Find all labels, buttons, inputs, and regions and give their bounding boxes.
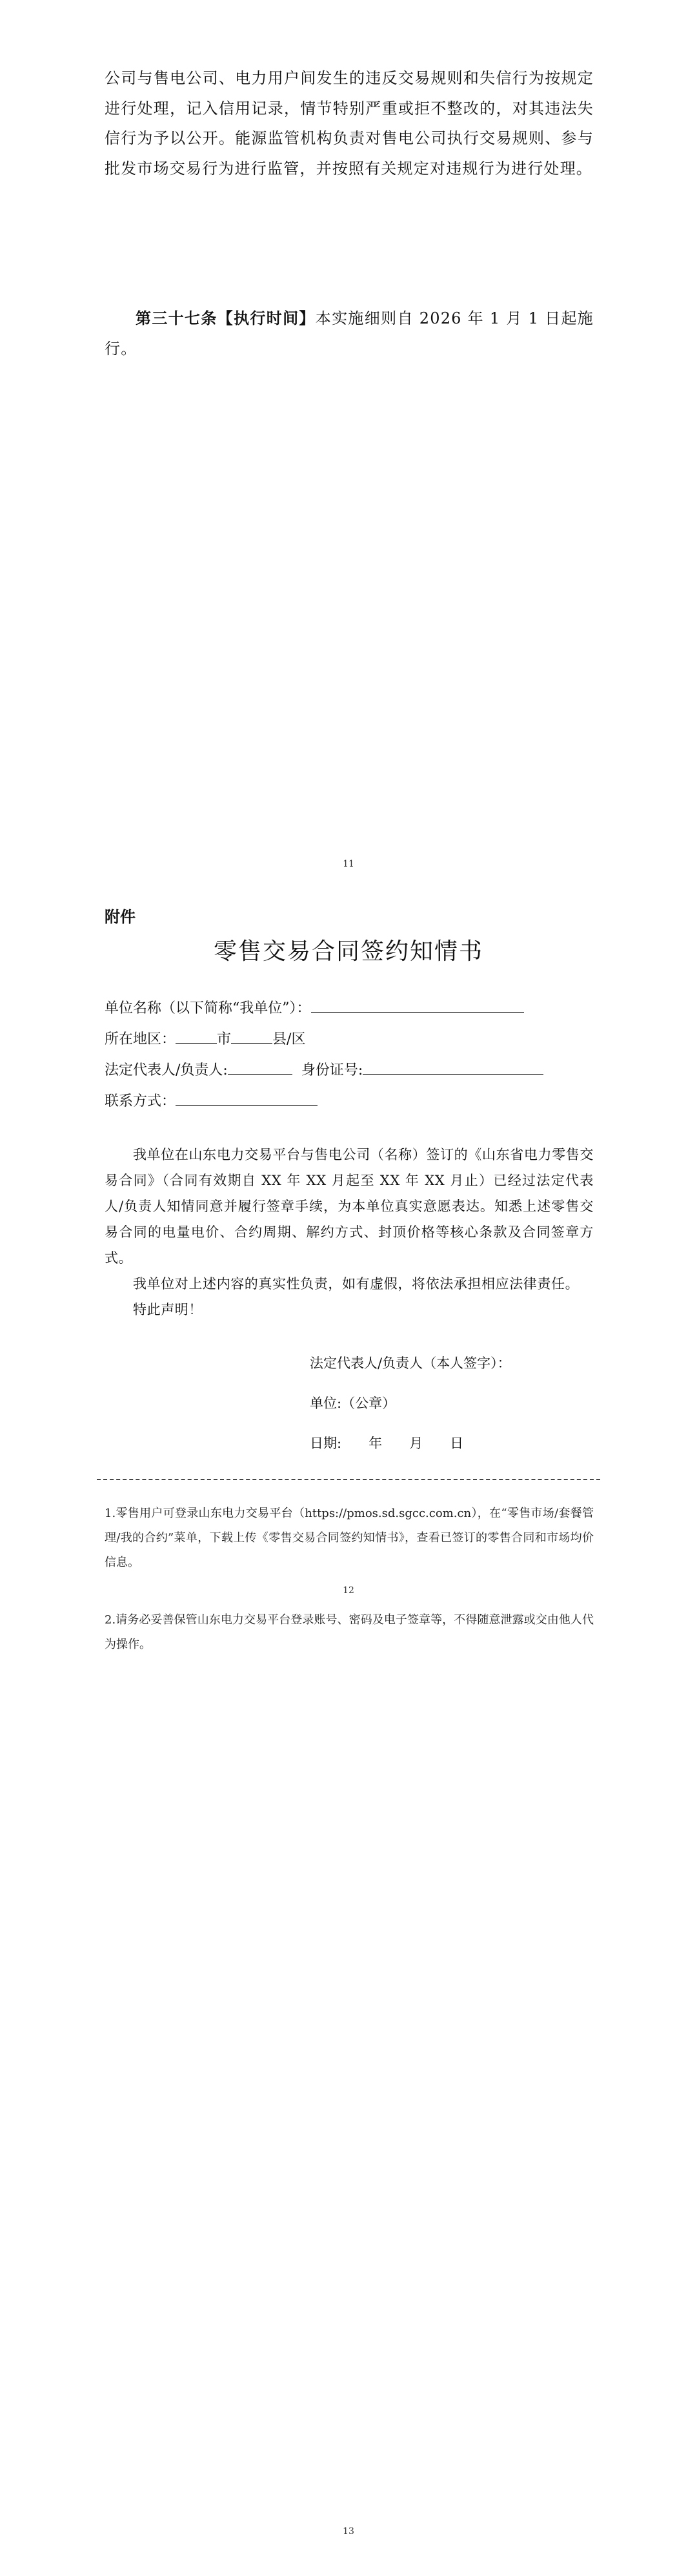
footnote-2: 2.请务必妥善保管山东电力交易平台登录账号、密码及电子签章等，不得随意泄露或交由他人代为操作。 (105, 1613, 594, 1651)
sign-year: 年 (369, 1436, 383, 1451)
legal-rep-row (105, 1055, 595, 1086)
document-title: 零售交易合同签约知情书 (213, 938, 483, 965)
attachment-label: 附件 (105, 908, 136, 926)
legal-rep-label: 法定代表人/负责人: (105, 1062, 228, 1078)
declaration (105, 1142, 594, 1323)
info-form (105, 993, 595, 1117)
legal-rep-field[interactable] (228, 1057, 292, 1075)
sign-day: 日 (450, 1436, 464, 1451)
id-field[interactable] (363, 1057, 543, 1075)
declaration-paragraph-2: 我单位对上述内容的真实性负责，如有虚假，将依法承担相应法律责任。 (133, 1276, 580, 1292)
page-13 (0, 1737, 697, 2576)
page-number: 13 (343, 2526, 354, 2537)
declaration-paragraph-3: 特此声明！ (133, 1302, 203, 1317)
unit-name-row (105, 993, 595, 1024)
county-label: 县/区 (272, 1031, 306, 1047)
page-11 (0, 0, 697, 898)
article-37 (105, 304, 594, 364)
sign-month: 月 (409, 1436, 423, 1451)
sign-unit: 单位:（公章） (310, 1396, 396, 1411)
location-label: 所在地区： (105, 1031, 176, 1047)
sign-date-label: 日期: (310, 1436, 342, 1451)
city-label: 市 (217, 1031, 232, 1047)
contact-row (105, 1086, 595, 1117)
sign-representative: 法定代表人/负责人（本人签字）： (310, 1355, 511, 1371)
city-field[interactable] (176, 1026, 217, 1044)
page-12 (0, 898, 697, 1737)
article-37-title: 第三十七条【执行时间】 (136, 309, 316, 327)
page-number: 11 (343, 859, 354, 869)
footnote-1: 1.零售用户可登录山东电力交易平台（https://pmos.sd.sgcc.com.cn），在“零售市场/套餐管理/我的合约”菜单，下载上传《零售交易合同签约知情书》，查看已签订的零售合同和市场均价信息。 (105, 1507, 594, 1569)
page-number: 12 (343, 1585, 354, 1596)
paragraph-continuation: 公司与售电公司、电力用户间发生的违反交易规则和失信行为按规定进行处理，记入信用记录，情节特别严重或拒不整改的，对其违法失信行为予以公开。能源监管机构负责对售电公司执行交易规则、参与批发市场交易行为进行监管，并按照有关规定对违规行为进行处理。 (105, 69, 594, 178)
footnote-separator (97, 1479, 600, 1480)
location-row (105, 1024, 595, 1055)
contact-field[interactable] (176, 1088, 318, 1106)
sign-date-row (310, 1423, 511, 1463)
unit-name-label: 单位名称（以下简称“我单位”）： (105, 1000, 311, 1016)
declaration-paragraph-1: 我单位在山东电力交易平台与售电公司（名称）签订的《山东省电力零售交易合同》（合同有效期自 XX 年 XX 月起至 XX 年 XX 月止）已经过法定代表人/负责人知情同意并履行签章手续，为本单位真实意愿表达。知悉上述零售交易合同的电量电价、合约周期、解约方式、封顶价格等核心条款及合同签章方式。 (105, 1147, 594, 1266)
unit-name-field[interactable] (311, 995, 524, 1013)
signature-block (310, 1343, 511, 1463)
article-37-text: 本实施细则自 2026 年 1 月 1 日起施行。 (105, 309, 594, 358)
id-label: 身份证号: (301, 1062, 363, 1078)
county-field[interactable] (231, 1026, 272, 1044)
contact-label: 联系方式： (105, 1093, 176, 1109)
